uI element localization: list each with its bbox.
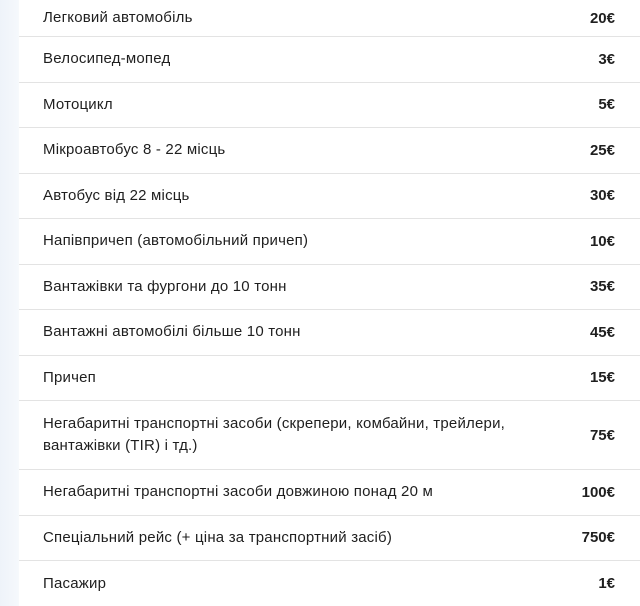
price-value: 45€: [589, 323, 615, 341]
vehicle-type-label: Вантажівки та фургони до 10 тонн: [43, 277, 287, 295]
fare-table: [19, 0, 640, 606]
table-row: [19, 128, 640, 174]
price-value: 1€: [598, 575, 615, 592]
vehicle-type-label: Велосипед-мопед: [43, 50, 171, 68]
table-row: [19, 356, 640, 402]
table-row: [19, 219, 640, 265]
vehicle-type-label: Напівпричеп (автомобільний причеп): [43, 232, 309, 250]
table-row: [19, 401, 640, 470]
price-value: 100€: [581, 483, 615, 501]
table-row: [19, 561, 640, 606]
price-value: 20€: [589, 9, 615, 27]
vehicle-type-label: Спеціальний рейс (+ ціна за транспортний засіб): [43, 528, 393, 546]
vehicle-type-label: Мікроавтобус 8 - 22 місць: [43, 141, 226, 159]
vehicle-type-label: Автобус від 22 місць: [43, 186, 190, 204]
price-value: 75€: [589, 426, 615, 444]
price-value: 10€: [589, 232, 615, 250]
table-row: [19, 0, 640, 37]
table-row: [19, 83, 640, 129]
price-value: 5€: [598, 96, 615, 114]
vehicle-type-label: Негабаритні транспортні засоби довжиною понад 20 м: [43, 483, 433, 501]
table-row: [19, 174, 640, 220]
table-row: [19, 470, 640, 516]
vehicle-type-label: Вантажні автомобілі більше 10 тонн: [43, 323, 301, 341]
table-row: [19, 516, 640, 562]
table-row: [19, 37, 640, 83]
price-value: 15€: [589, 369, 615, 387]
price-value: 750€: [581, 529, 615, 547]
price-value: 25€: [589, 141, 615, 159]
vehicle-type-label: Легковий автомобіль: [43, 9, 193, 26]
price-value: 35€: [589, 278, 615, 296]
price-value: 30€: [589, 187, 615, 205]
table-row: [19, 265, 640, 311]
vehicle-type-label: Причеп: [43, 368, 96, 386]
price-value: 3€: [598, 50, 615, 68]
vehicle-type-label: Негабаритні транспортні засоби (скрепери, комбайни, трейлери, вантажівки (TIR) і тд.): [43, 415, 506, 454]
vehicle-type-label: Мотоцикл: [43, 95, 113, 113]
table-row: [19, 310, 640, 356]
vehicle-type-label: Пасажир: [43, 574, 107, 592]
